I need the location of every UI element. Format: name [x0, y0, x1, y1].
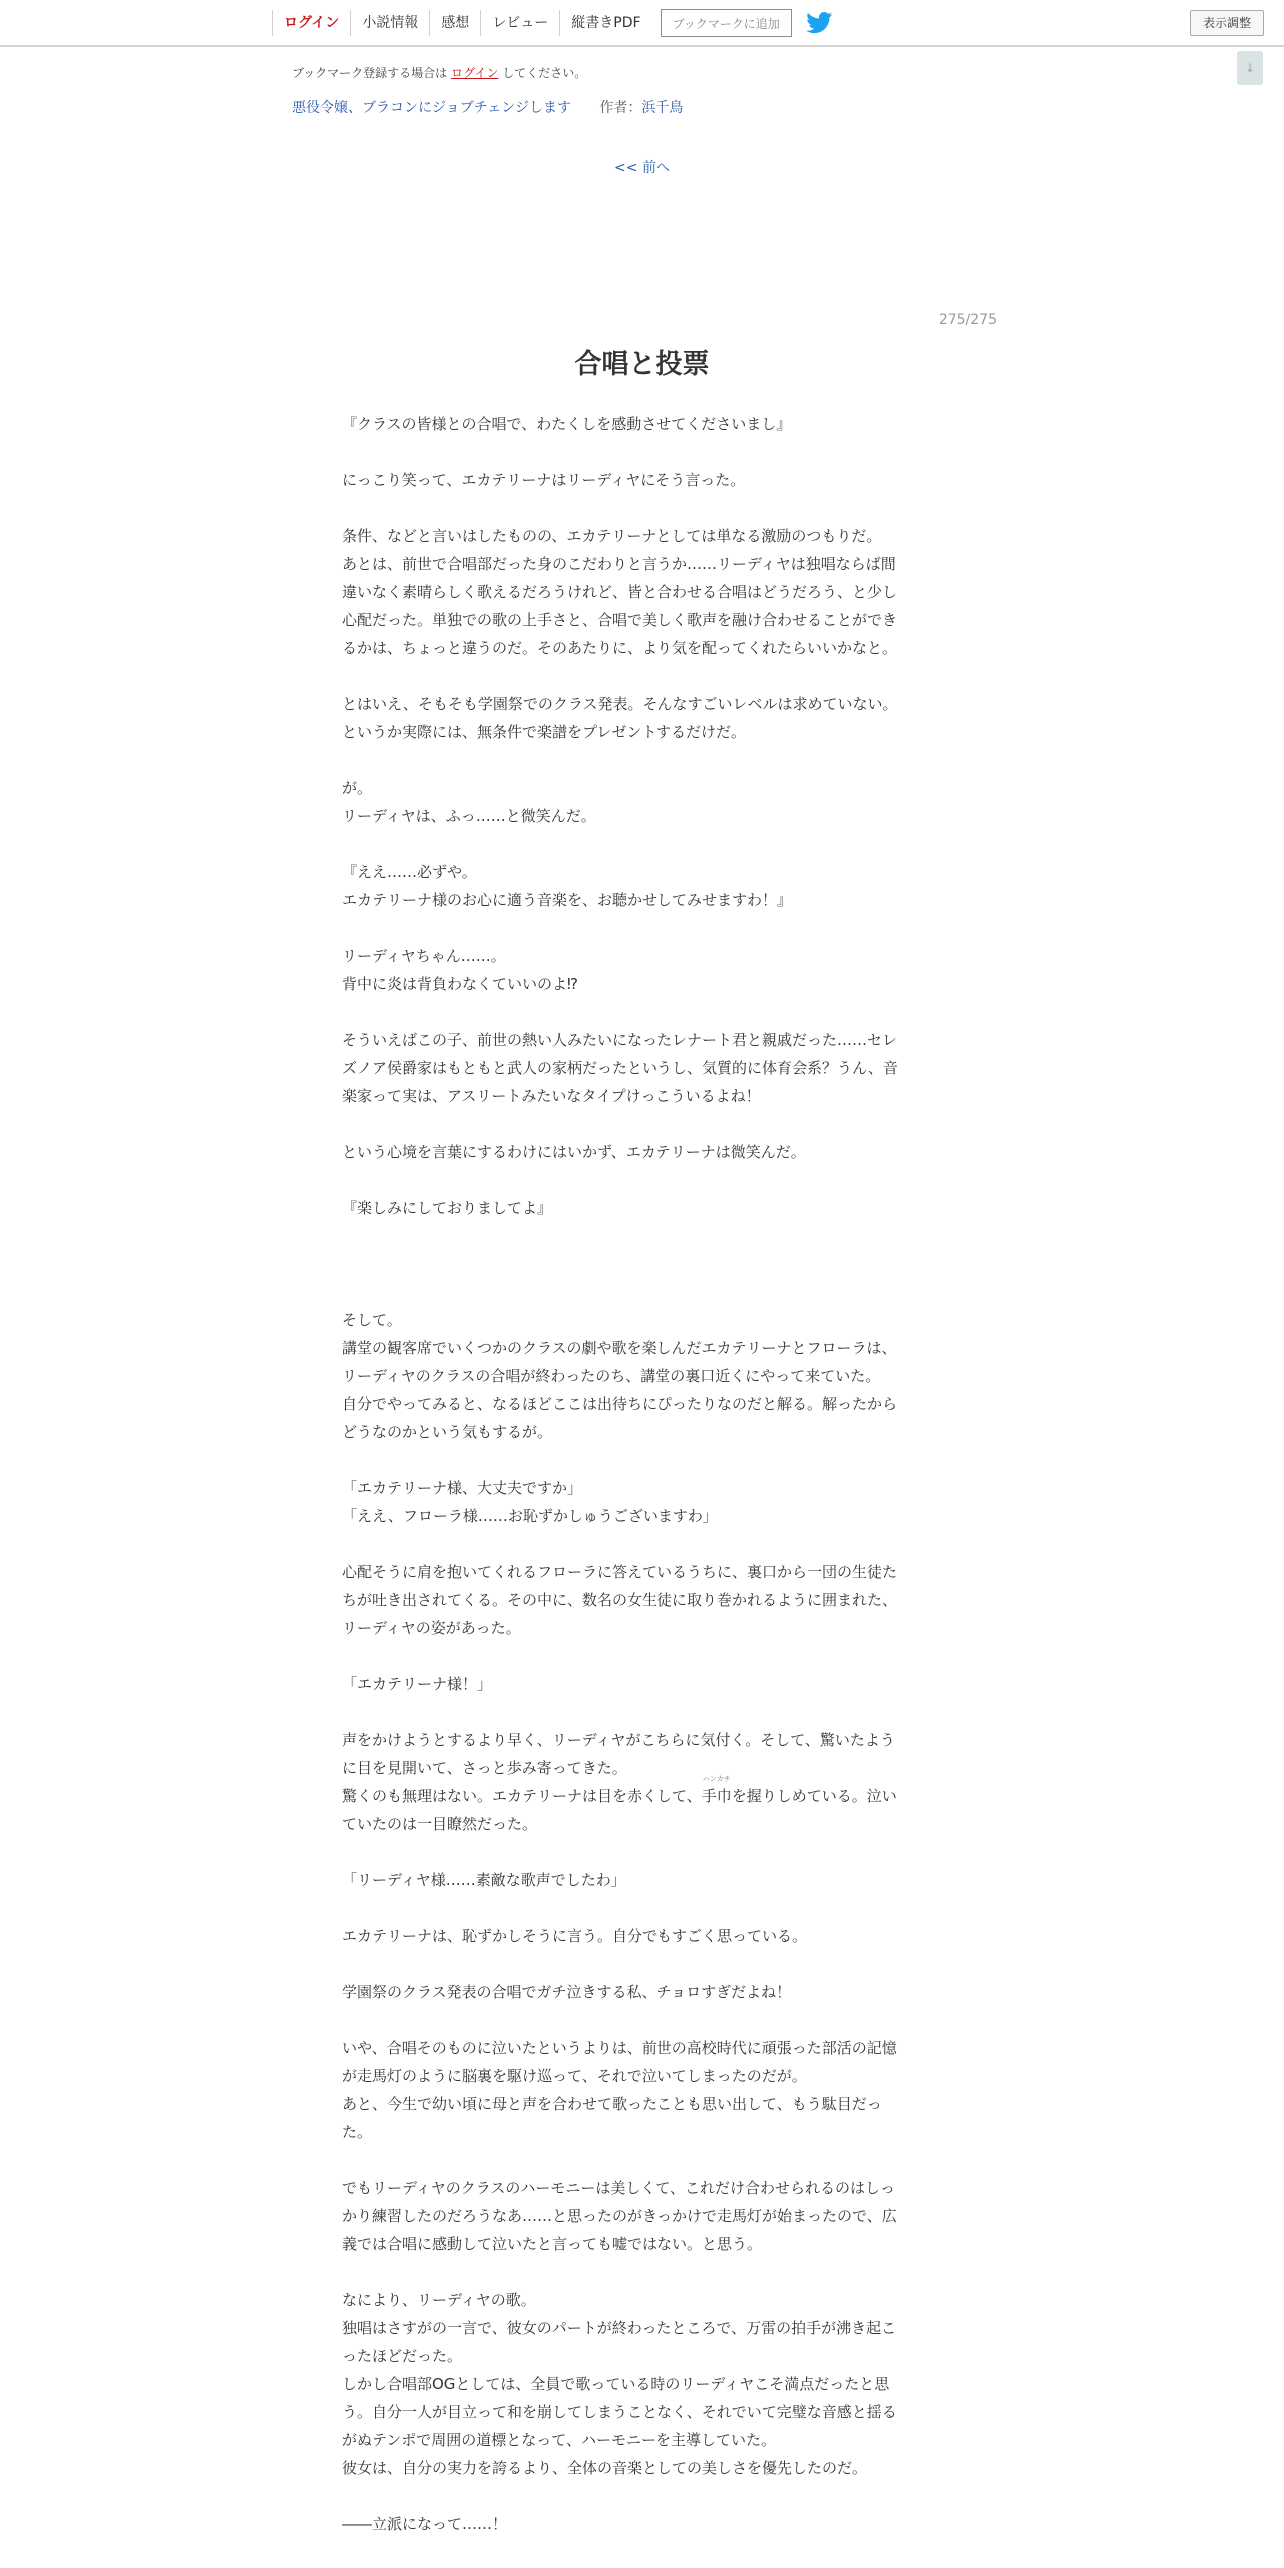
- body-line: しかし合唱部OGとしては、全員で歌っている時のリーディヤこそ満点だったと思: [342, 2375, 890, 2393]
- body-line: [342, 662, 942, 690]
- review-link[interactable]: レビュー: [480, 10, 559, 36]
- body-line: [342, 1166, 942, 1194]
- author-link[interactable]: 浜千鳥: [641, 100, 684, 116]
- body-line: [342, 2006, 942, 2034]
- body-line: 心配そうに肩を抱いてくれるフローラに答えているうちに、裏口から一団の生徒た: [342, 1563, 898, 1581]
- body-line: [342, 914, 942, 942]
- body-line: が走馬灯のように脳裏を駆け巡って、それで泣いてしまったのだが。: [342, 2067, 807, 2085]
- body-line: でもリーディヤのクラスのハーモニーは美しくて、これだけ合わせられるのはしっ: [342, 2179, 896, 2197]
- body-line: [342, 1446, 942, 1474]
- body-line: 学園祭のクラス発表の合唱でガチ泣きする私、チョロすぎだよね！: [342, 1983, 792, 2001]
- body-line: あとは、前世で合唱部だった身のこだわりと言うか……リーディヤは独唱ならば間: [342, 555, 896, 573]
- impressions-link[interactable]: 感想: [429, 10, 480, 36]
- body-line: [342, 1530, 942, 1558]
- body-line: [342, 1642, 942, 1670]
- login-note-link[interactable]: ログイン: [451, 66, 499, 80]
- body-line: 彼女は、自分の実力を誇るより、全体の音楽としての美しさを優先したのだ。: [342, 2459, 868, 2477]
- body-line: 『楽しみにしておりましてよ』: [342, 1199, 553, 1217]
- body-line: 「エカテリーナ様！」: [342, 1675, 493, 1693]
- scroll-down-button[interactable]: [1237, 51, 1263, 85]
- prev-page-link: [0, 157, 1284, 177]
- body-line: [342, 1894, 942, 1922]
- body-line: リーディヤの姿があった。: [342, 1619, 521, 1637]
- body-line: とはいえ、そもそも学園祭でのクラス発表。そんなすごいレベルは求めていない。: [342, 695, 898, 713]
- body-line: ――立派になって……！: [342, 2515, 508, 2533]
- body-line: た。: [342, 2123, 373, 2141]
- body-line: 講堂の観客席でいくつかのクラスの劇や歌を楽しんだエカテリーナとフローラは、: [342, 1339, 897, 1357]
- body-line: 独唱はさすがの一言で、彼女のパートが終わったところで、万雷の拍手が沸き起こ: [342, 2319, 897, 2337]
- top-navigation-bar: [0, 0, 1284, 47]
- login-note-prefix: ブックマーク登録する場合は: [292, 66, 448, 80]
- body-line: 背中に炎は背負わなくていいのよ⁉: [342, 975, 578, 993]
- body-line: 声をかけようとするより早く、リーディヤがこちらに気付く。そして、驚いたよう: [342, 1731, 895, 1749]
- body-line: [342, 1110, 942, 1138]
- body-line: リーディヤちゃん……。: [342, 947, 506, 965]
- body-line: 違いなく素晴らしく歌えるだろうけれど、皆と合わせる合唱はどうだろう、と少し: [342, 583, 898, 601]
- body-line: 『クラスの皆様との合唱で、わたくしを感動させてくださいまし』: [342, 415, 792, 433]
- login-link[interactable]: ログイン: [272, 10, 350, 36]
- body-line: いや、合唱そのものに泣いたというよりは、前世の高校時代に頑張った部活の記憶: [342, 2039, 897, 2057]
- login-note: [292, 64, 586, 81]
- body-line: そして。: [342, 1311, 402, 1329]
- body-line: [342, 1250, 942, 1278]
- body-line: 「エカテリーナ様、大丈夫ですか」: [342, 1479, 583, 1497]
- body-line: かり練習したのだろうなあ……と思ったのがきっかけで走馬灯が始まったので、広: [342, 2207, 897, 2225]
- twitter-bird-icon[interactable]: [806, 12, 833, 34]
- prev-page-link-text[interactable]: << 前へ: [614, 160, 670, 176]
- add-bookmark-button[interactable]: ブックマークに追加: [661, 9, 792, 37]
- body-line: がぬテンポで周囲の道標となって、ハーモニーを主導していた。: [342, 2431, 776, 2449]
- body-line: エカテリーナ様のお心に適う音楽を、お聴かせしてみせますわ！』: [342, 891, 793, 909]
- ruby-reading: ハンカチ: [702, 1775, 731, 1783]
- novel-header: [292, 97, 683, 117]
- body-line: リーディヤは、ふっ……と微笑んだ。: [342, 807, 596, 825]
- novel-info-link[interactable]: 小説情報: [350, 10, 429, 36]
- body-line: ていたのは一目瞭然だった。: [342, 1815, 538, 1833]
- body-line: 義では合唱に感動して泣いたと言っても嘘ではない。と思う。: [342, 2235, 763, 2253]
- body-line: という心境を言葉にするわけにはいかず、エカテリーナは微笑んだ。: [342, 1143, 806, 1161]
- display-settings-button[interactable]: 表示調整: [1190, 10, 1264, 36]
- down-arrow-icon: ↓: [1244, 61, 1256, 75]
- body-line: リーディヤのクラスの合唱が終わったのち、講堂の裏口近くにやって来ていた。: [342, 1367, 881, 1385]
- body-line: [342, 1950, 942, 1978]
- author-label: 作者：: [599, 100, 642, 116]
- body-line: [342, 2146, 942, 2174]
- body-line: 条件、などと言いはしたものの、エカテリーナとしては単なる激励のつもりだ。: [342, 527, 882, 545]
- body-line: [342, 438, 942, 466]
- page-number: 275/275: [938, 312, 997, 328]
- body-line: どうなのかという気もするが。: [342, 1423, 553, 1441]
- body-line: 驚くのも無理はない。エカテリーナは目を赤くして、手巾 ハンカチ を握りしめている。泣い: [342, 1775, 897, 1805]
- body-line: [342, 998, 942, 1026]
- novel-title-link[interactable]: 悪役令嬢、ブラコンにジョブチェンジします: [292, 100, 571, 116]
- body-line: ちが吐き出されてくる。その中に、数名の女生徒に取り巻かれるように囲まれた、: [342, 1591, 898, 1609]
- body-line: う。自分一人が目立って和を崩してしまうことなく、それでいて完璧な音感と揺る: [342, 2403, 897, 2421]
- body-line: [342, 494, 942, 522]
- chapter-title: 合唱と投票: [574, 349, 710, 380]
- body-line: 楽家って実は、アスリートみたいなタイプけっこういるよね！: [342, 1087, 761, 1105]
- body-line: [342, 1278, 942, 1306]
- body-line: 『ええ……必ずや。: [342, 863, 477, 881]
- body-line: にっこり笑って、エカテリーナはリーディヤにそう言った。: [342, 471, 746, 489]
- body-line: [342, 2482, 942, 2510]
- body-line: [342, 1698, 942, 1726]
- body-line: ったほどだった。: [342, 2347, 463, 2365]
- body-line: [342, 746, 942, 774]
- body-line: エカテリーナは、恥ずかしそうに言う。自分でもすごく思っている。: [342, 1927, 808, 1945]
- body-line: [342, 1838, 942, 1866]
- nav-menu: [272, 0, 833, 46]
- ruby-base: 手巾 ハンカチ: [701, 1775, 732, 1805]
- body-line: るかは、ちょっと違うのだ。そのあたりに、より気を配ってくれたらいいかなと。: [342, 639, 898, 657]
- vertical-pdf-link[interactable]: 縦書きPDF: [559, 10, 651, 36]
- body-line: に目を見開いて、さっと歩み寄ってきた。: [342, 1759, 627, 1777]
- body-line: [342, 2258, 942, 2286]
- body-line: 「ええ、フローラ様……お恥ずかしゅうございますわ」: [342, 1507, 718, 1525]
- body-line: なにより、リーディヤの歌。: [342, 2291, 536, 2309]
- novel-body: [342, 410, 942, 2538]
- body-line: あと、今生で幼い頃に母と声を合わせて歌ったことも思い出して、もう駄目だっ: [342, 2095, 882, 2113]
- login-note-suffix: してください。: [502, 66, 587, 80]
- body-line: ズノア侯爵家はもともと武人の家柄だったというし、気質的に体育会系？うん、音: [342, 1059, 898, 1077]
- body-line: が。: [342, 779, 373, 797]
- body-line: 自分でやってみると、なるほどここは出待ちにぴったりなのだと解る。解ったから: [342, 1395, 898, 1413]
- body-line: [342, 1222, 942, 1250]
- body-line: そういえばこの子、前世の熱い人みたいになったレナート君と親戚だった……セレ: [342, 1031, 898, 1049]
- body-line: 心配だった。単独での歌の上手さと、合唱で美しく歌声を融け合わせることができ: [342, 611, 898, 629]
- body-line: [342, 830, 942, 858]
- body-line: 「リーディヤ様……素敵な歌声でしたわ」: [342, 1871, 626, 1889]
- body-line: というか実際には、無条件で楽譜をプレゼントするだけだ。: [342, 723, 746, 741]
